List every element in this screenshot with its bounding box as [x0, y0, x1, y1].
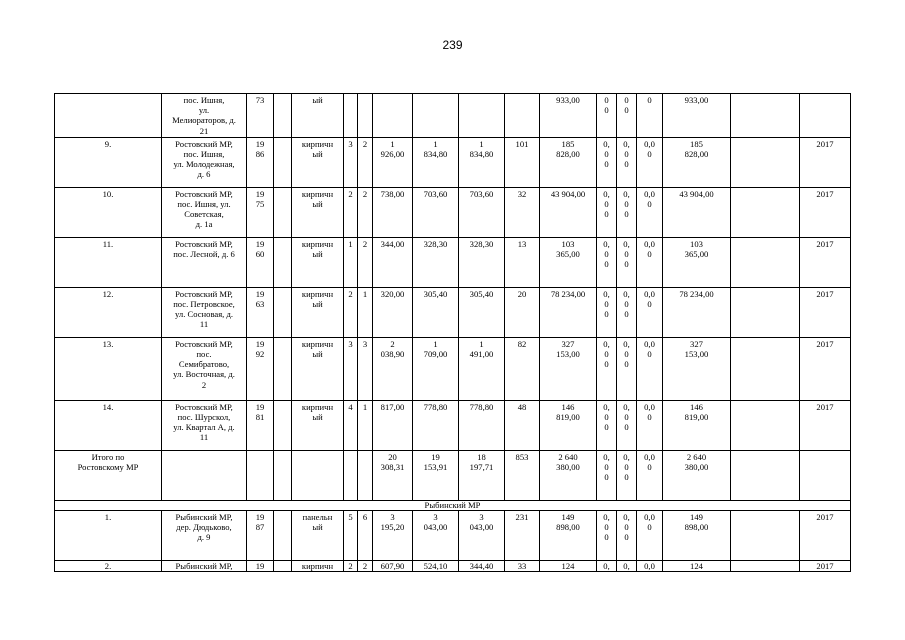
living-area-cell: 19 153,91: [413, 450, 459, 500]
fund-cell-b: 0 0: [617, 94, 637, 138]
year-completion-cell: 2017: [800, 400, 851, 450]
living-area-cell: 305,40: [413, 287, 459, 337]
residents-cell: 82: [505, 337, 540, 400]
row-number-cell: 11.: [55, 237, 162, 287]
year-cell: 19 87: [247, 510, 274, 560]
wall-material-cell: панельн ый: [292, 510, 344, 560]
empty-cell: [274, 94, 292, 138]
entrances-cell: [358, 450, 373, 500]
empty-cell: [274, 337, 292, 400]
total-area-cell: 320,00: [373, 287, 413, 337]
residents-cell: [505, 94, 540, 138]
fund-cell-b: 0, 0 0: [617, 137, 637, 187]
cost-other-cell: 327 153,00: [663, 337, 731, 400]
wall-material-cell: кирпичн: [292, 560, 344, 571]
year-cell: 19 81: [247, 400, 274, 450]
residents-cell: 48: [505, 400, 540, 450]
table-row: [55, 94, 851, 138]
fund-cell-c: 0,0: [637, 560, 663, 571]
row-number-cell: 12.: [55, 287, 162, 337]
empty-cell: [274, 237, 292, 287]
address-cell: Рыбинский МР, дер. Дюдьково, д. 9: [162, 510, 247, 560]
residential-area-cell: 328,30: [459, 237, 505, 287]
address-cell: Ростовский МР, пос. Семибратово, ул. Восточная, д. 2: [162, 337, 247, 400]
wall-material-cell: кирпичн ый: [292, 400, 344, 450]
floors-cell: 1: [344, 237, 358, 287]
wall-material-cell: кирпичн ый: [292, 137, 344, 187]
extra-cell: [731, 94, 800, 138]
table-row: [55, 337, 851, 400]
living-area-cell: 524,10: [413, 560, 459, 571]
address-cell: Ростовский МР, пос. Лесной, д. 6: [162, 237, 247, 287]
living-area-cell: 778,80: [413, 400, 459, 450]
cost-total-cell: 933,00: [540, 94, 597, 138]
total-area-cell: 344,00: [373, 237, 413, 287]
fund-cell-a: 0, 0 0: [597, 287, 617, 337]
residents-cell: 101: [505, 137, 540, 187]
cost-other-cell: 185 828,00: [663, 137, 731, 187]
table-row: [55, 287, 851, 337]
fund-cell-b: 0, 0 0: [617, 337, 637, 400]
cost-other-cell: 124: [663, 560, 731, 571]
fund-cell-b: 0, 0 0: [617, 510, 637, 560]
year-completion-cell: [800, 94, 851, 138]
total-area-cell: 1 926,00: [373, 137, 413, 187]
fund-cell-b: 0, 0 0: [617, 287, 637, 337]
row-number-cell: 14.: [55, 400, 162, 450]
wall-material-cell: ый: [292, 94, 344, 138]
total-area-cell: 607,90: [373, 560, 413, 571]
empty-cell: [274, 287, 292, 337]
address-cell: пос. Ишня, ул. Мелиораторов, д. 21: [162, 94, 247, 138]
wall-material-cell: кирпичн ый: [292, 237, 344, 287]
page-number: 239: [442, 38, 463, 52]
row-number-cell: Итого по Ростовскому МР: [55, 450, 162, 500]
floors-cell: 3: [344, 137, 358, 187]
year-cell: [247, 450, 274, 500]
floors-cell: [344, 450, 358, 500]
cost-other-cell: 78 234,00: [663, 287, 731, 337]
address-cell: Рыбинский МР,: [162, 560, 247, 571]
extra-cell: [731, 337, 800, 400]
table-row: [55, 137, 851, 187]
year-completion-cell: 2017: [800, 560, 851, 571]
fund-cell-c: 0,0 0: [637, 237, 663, 287]
fund-cell-c: 0: [637, 94, 663, 138]
row-number-cell: 1.: [55, 510, 162, 560]
year-completion-cell: 2017: [800, 337, 851, 400]
residential-area-cell: 344,40: [459, 560, 505, 571]
year-completion-cell: [800, 450, 851, 500]
floors-cell: 4: [344, 400, 358, 450]
fund-cell-c: 0,0 0: [637, 287, 663, 337]
year-cell: 19 60: [247, 237, 274, 287]
extra-cell: [731, 450, 800, 500]
fund-cell-a: 0, 0 0: [597, 187, 617, 237]
entrances-cell: 6: [358, 510, 373, 560]
wall-material-cell: кирпичн ый: [292, 187, 344, 237]
year-cell: 19 86: [247, 137, 274, 187]
residential-area-cell: 18 197,71: [459, 450, 505, 500]
address-cell: Ростовский МР, пос. Ишня, ул. Молодежная, д. 6: [162, 137, 247, 187]
address-cell: Ростовский МР, пос. Ишня, ул. Советская, д. 1а: [162, 187, 247, 237]
residents-cell: 231: [505, 510, 540, 560]
fund-cell-a: 0, 0 0: [597, 137, 617, 187]
residential-area-cell: 703,60: [459, 187, 505, 237]
living-area-cell: 1 834,80: [413, 137, 459, 187]
residents-cell: 33: [505, 560, 540, 571]
residential-area-cell: 3 043,00: [459, 510, 505, 560]
empty-cell: [274, 510, 292, 560]
empty-cell: [274, 137, 292, 187]
year-completion-cell: 2017: [800, 187, 851, 237]
row-number-cell: 13.: [55, 337, 162, 400]
extra-cell: [731, 510, 800, 560]
row-number-cell: 9.: [55, 137, 162, 187]
table-row: [55, 187, 851, 237]
total-area-cell: 817,00: [373, 400, 413, 450]
empty-cell: [274, 450, 292, 500]
year-completion-cell: 2017: [800, 510, 851, 560]
year-cell: 19 92: [247, 337, 274, 400]
residential-area-cell: 1 491,00: [459, 337, 505, 400]
cost-other-cell: 933,00: [663, 94, 731, 138]
fund-cell-a: 0, 0 0: [597, 400, 617, 450]
residential-area-cell: 305,40: [459, 287, 505, 337]
cost-total-cell: 2 640 380,00: [540, 450, 597, 500]
fund-cell-c: 0,0 0: [637, 450, 663, 500]
entrances-cell: 1: [358, 287, 373, 337]
empty-cell: [274, 560, 292, 571]
entrances-cell: 2: [358, 560, 373, 571]
cost-other-cell: 43 904,00: [663, 187, 731, 237]
living-area-cell: 703,60: [413, 187, 459, 237]
year-completion-cell: 2017: [800, 237, 851, 287]
section-header-row: [55, 500, 851, 510]
extra-cell: [731, 237, 800, 287]
fund-cell-c: 0,0 0: [637, 400, 663, 450]
year-cell: 73: [247, 94, 274, 138]
table-row: [55, 510, 851, 560]
year-completion-cell: 2017: [800, 287, 851, 337]
residential-area-cell: 778,80: [459, 400, 505, 450]
living-area-cell: [413, 94, 459, 138]
fund-cell-b: 0, 0 0: [617, 187, 637, 237]
entrances-cell: 3: [358, 337, 373, 400]
table-row: [55, 560, 851, 571]
living-area-cell: 1 709,00: [413, 337, 459, 400]
fund-cell-b: 0, 0 0: [617, 450, 637, 500]
entrances-cell: 2: [358, 187, 373, 237]
cost-total-cell: 43 904,00: [540, 187, 597, 237]
entrances-cell: 2: [358, 237, 373, 287]
extra-cell: [731, 287, 800, 337]
fund-cell-b: 0, 0 0: [617, 237, 637, 287]
fund-cell-a: 0, 0 0: [597, 510, 617, 560]
year-cell: 19: [247, 560, 274, 571]
floors-cell: 2: [344, 560, 358, 571]
extra-cell: [731, 187, 800, 237]
entrances-cell: [358, 94, 373, 138]
floors-cell: 5: [344, 510, 358, 560]
cost-other-cell: 2 640 380,00: [663, 450, 731, 500]
cost-total-cell: 185 828,00: [540, 137, 597, 187]
section-title: Рыбинский МР: [55, 500, 851, 510]
cost-total-cell: 146 819,00: [540, 400, 597, 450]
wall-material-cell: кирпичн ый: [292, 337, 344, 400]
fund-cell-c: 0,0 0: [637, 137, 663, 187]
fund-cell-c: 0,0 0: [637, 510, 663, 560]
fund-cell-b: 0, 0 0: [617, 400, 637, 450]
table-row: [55, 237, 851, 287]
residents-cell: 32: [505, 187, 540, 237]
cost-total-cell: 103 365,00: [540, 237, 597, 287]
cost-total-cell: 327 153,00: [540, 337, 597, 400]
address-cell: [162, 450, 247, 500]
extra-cell: [731, 400, 800, 450]
floors-cell: 2: [344, 287, 358, 337]
total-area-cell: 738,00: [373, 187, 413, 237]
living-area-cell: 3 043,00: [413, 510, 459, 560]
residential-area-cell: 1 834,80: [459, 137, 505, 187]
entrances-cell: 2: [358, 137, 373, 187]
fund-cell-c: 0,0 0: [637, 337, 663, 400]
fund-cell-a: 0, 0 0: [597, 450, 617, 500]
entrances-cell: 1: [358, 400, 373, 450]
residents-cell: 13: [505, 237, 540, 287]
cost-other-cell: 103 365,00: [663, 237, 731, 287]
address-cell: Ростовский МР, пос. Петровское, ул. Сосновая, д. 11: [162, 287, 247, 337]
row-number-cell: [55, 94, 162, 138]
row-number-cell: 2.: [55, 560, 162, 571]
residents-cell: 20: [505, 287, 540, 337]
year-completion-cell: 2017: [800, 137, 851, 187]
wall-material-cell: кирпичн ый: [292, 287, 344, 337]
fund-cell-a: 0, 0 0: [597, 337, 617, 400]
table-body: [55, 94, 851, 572]
fund-cell-b: 0,: [617, 560, 637, 571]
empty-cell: [274, 187, 292, 237]
floors-cell: [344, 94, 358, 138]
cost-other-cell: 149 898,00: [663, 510, 731, 560]
total-area-cell: [373, 94, 413, 138]
residential-area-cell: [459, 94, 505, 138]
total-area-cell: 2 038,90: [373, 337, 413, 400]
cost-other-cell: 146 819,00: [663, 400, 731, 450]
total-area-cell: 3 195,20: [373, 510, 413, 560]
row-number-cell: 10.: [55, 187, 162, 237]
empty-cell: [274, 400, 292, 450]
extra-cell: [731, 137, 800, 187]
housing-register-table: [54, 93, 851, 572]
floors-cell: 2: [344, 187, 358, 237]
cost-total-cell: 124: [540, 560, 597, 571]
floors-cell: 3: [344, 337, 358, 400]
total-area-cell: 20 308,31: [373, 450, 413, 500]
fund-cell-a: 0, 0 0: [597, 237, 617, 287]
fund-cell-a: 0 0: [597, 94, 617, 138]
wall-material-cell: [292, 450, 344, 500]
extra-cell: [731, 560, 800, 571]
year-cell: 19 75: [247, 187, 274, 237]
table-row: [55, 400, 851, 450]
cost-total-cell: 78 234,00: [540, 287, 597, 337]
residents-cell: 853: [505, 450, 540, 500]
living-area-cell: 328,30: [413, 237, 459, 287]
fund-cell-c: 0,0 0: [637, 187, 663, 237]
fund-cell-a: 0,: [597, 560, 617, 571]
year-cell: 19 63: [247, 287, 274, 337]
table-row: [55, 450, 851, 500]
cost-total-cell: 149 898,00: [540, 510, 597, 560]
address-cell: Ростовский МР, пос. Шурскол, ул. Квартал А, д. 11: [162, 400, 247, 450]
